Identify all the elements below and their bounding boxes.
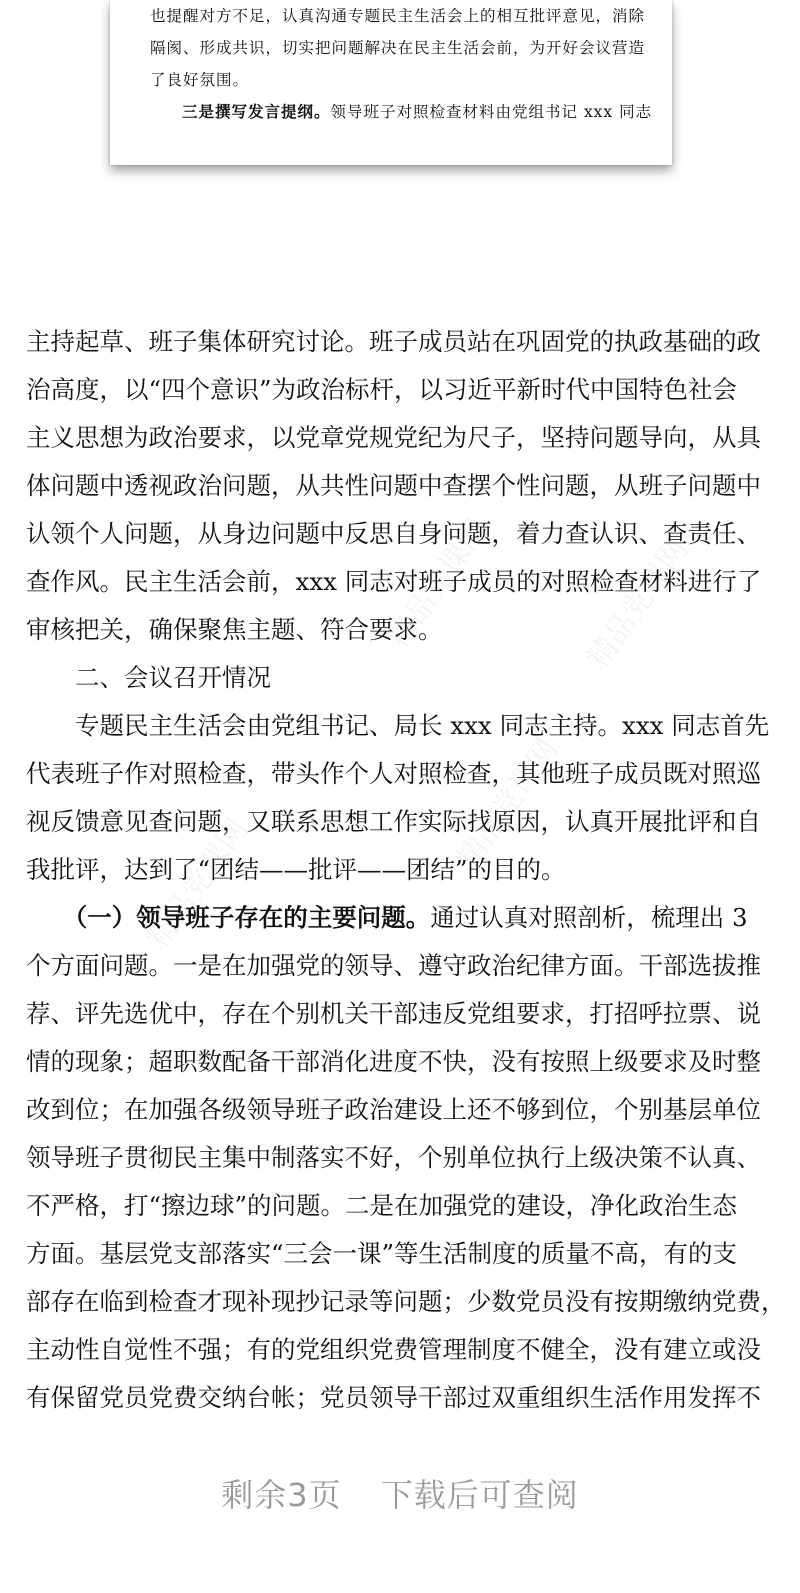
- line-text: 代表班子作对照检查，带头作个人对照检查，其他班子成员既对照巡: [26, 759, 761, 788]
- text-line: [26, 1383, 761, 1413]
- line-text: 体问题中透视政治问题，从共性问题中查摆个性问题，从班子问题中: [26, 471, 761, 500]
- text-line: [26, 327, 761, 357]
- line-text: 荐、评先选优中，存在个别机关干部违反党组要求，打招呼拉票、说: [26, 999, 761, 1028]
- text-line: [26, 1143, 761, 1173]
- line-text: 了良好氛围。: [150, 71, 250, 89]
- text-line: [26, 951, 761, 981]
- line-text: 认领个人问题，从身边问题中反思自身问题，着力查认识、查责任、: [26, 519, 761, 548]
- line-text: 改到位；在加强各级领导班子政治建设上还不够到位，个别基层单位: [26, 1095, 761, 1124]
- text-line: [26, 759, 761, 789]
- document-preview-card: [110, 0, 672, 165]
- text-line: [150, 38, 645, 58]
- text-line: [182, 102, 652, 122]
- preview-footer[interactable]: [0, 1470, 800, 1516]
- line-text: 情的现象；超职数配备干部消化进度不快，没有按照上级要求及时整: [26, 1047, 761, 1076]
- line-text: 专题民主生活会由党组书记、局长 xxx 同志主持。xxx 同志首先: [26, 711, 770, 740]
- line-text: 治高度，以“四个意识”为政治标杆，以习近平新时代中国特色社会: [26, 375, 738, 404]
- bold-heading: 三是撰写发言提纲。: [182, 102, 331, 121]
- text-line: [26, 423, 761, 453]
- text-line: [26, 807, 761, 837]
- line-text: 隔阂、形成共识，切实把问题解决在民主生活会前，为开好会议营造: [150, 39, 646, 57]
- line-text: 查作风。民主生活会前，xxx 同志对班子成员的对照检查材料进行了: [26, 567, 762, 596]
- remaining-pages-label: 剩余3页: [221, 1476, 342, 1514]
- text-line: [26, 1287, 786, 1317]
- watermark: 精品党课网: [140, 812, 256, 956]
- text-line: [150, 6, 645, 26]
- watermark: 精品党课网: [580, 532, 696, 676]
- text-line: [26, 1335, 761, 1365]
- line-text: 部存在临到检查才现补现抄记录等问题；少数党员没有按期缴纳党费，: [26, 1287, 786, 1316]
- line-text: 我批评，达到了“团结——批评——团结”的目的。: [26, 855, 566, 884]
- line-text: 主义思想为政治要求，以党章党规党纪为尺子，坚持问题导向，从具: [26, 423, 761, 452]
- text-line: [26, 375, 737, 405]
- line-text: 通过认真对照剖析，梳理出 3: [430, 903, 748, 932]
- line-text: 也提醒对方不足，认真沟通专题民主生活会上的相互批评意见，消除: [150, 7, 646, 25]
- watermark: 精品党课网: [380, 512, 496, 656]
- text-line: [26, 1095, 761, 1125]
- line-text: 方面。基层党支部落实“三会一课”等生活制度的质量不高，有的支: [26, 1239, 738, 1268]
- text-line: [26, 1191, 737, 1221]
- watermark: 精品党课网: [450, 732, 566, 876]
- text-line: [26, 663, 271, 693]
- line-text: 主持起草、班子集体研究讨论。班子成员站在巩固党的执政基础的政: [26, 327, 761, 356]
- line-text: 领导班子对照检查材料由党组书记 xxx 同志: [330, 103, 653, 121]
- text-line: [26, 471, 761, 501]
- text-line: [26, 1239, 737, 1269]
- line-text: 个方面问题。一是在加强党的领导、遵守政治纪律方面。干部选拔推: [26, 951, 761, 980]
- line-text: 二、会议召开情况: [26, 663, 271, 692]
- line-text: 审核把关，确保聚焦主题、符合要求。: [26, 615, 443, 644]
- line-text: 主动性自觉性不强；有的党组织党费管理制度不健全，没有建立或没: [26, 1335, 761, 1364]
- text-line: [26, 1047, 761, 1077]
- text-line: [26, 999, 761, 1029]
- download-prompt[interactable]: 下载后可查阅: [380, 1476, 579, 1514]
- line-text: 不严格，打“擦边球”的问题。二是在加强党的建设，净化政治生态: [26, 1191, 738, 1220]
- text-line: [26, 711, 769, 741]
- line-text: 有保留党员党费交纳台帐；党员领导干部过双重组织生活作用发挥不: [26, 1383, 761, 1412]
- line-text: 视反馈意见查问题，又联系思想工作实际找原因，认真开展批评和自: [26, 807, 761, 836]
- line-text: 领导班子贯彻民主集中制落实不好，个别单位执行上级决策不认真、: [26, 1143, 761, 1172]
- bold-heading: （一）领导班子存在的主要问题。: [26, 903, 431, 932]
- text-line: [150, 70, 249, 90]
